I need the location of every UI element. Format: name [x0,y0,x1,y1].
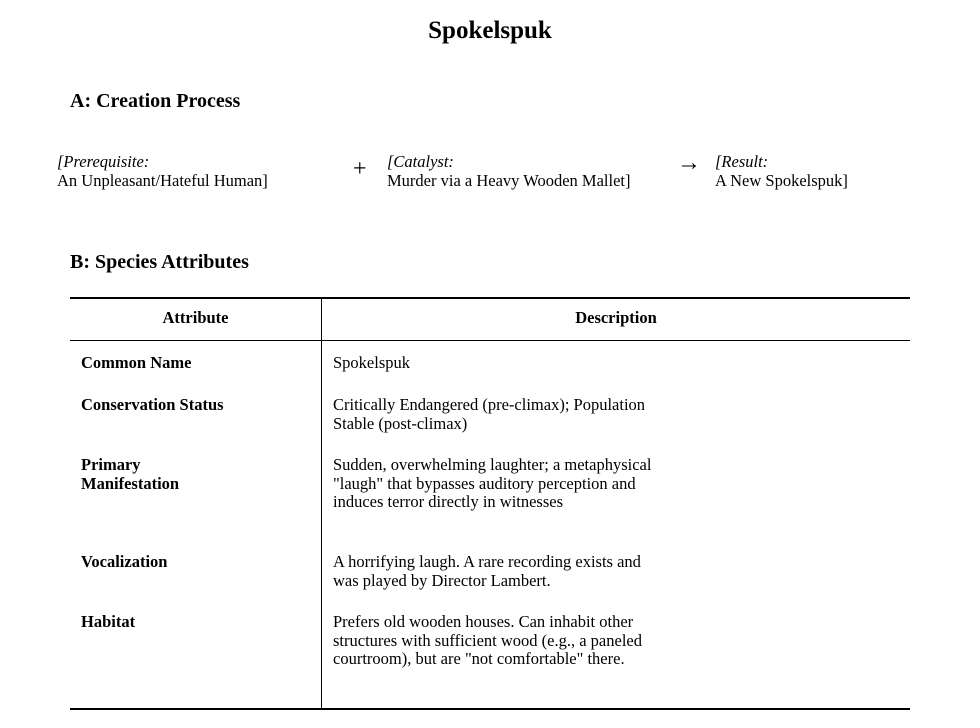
process-result [715,152,848,190]
header-description: Description [575,308,657,327]
page-title: Spokelspuk [428,17,552,44]
result-label: [Result: [715,152,769,171]
description-cell: Spokelspuk [333,353,411,372]
table-header-row [70,299,910,341]
result-value: A New Spokelspuk] [715,171,848,190]
header-attribute: Attribute [162,308,229,327]
description-cell: Sudden, overwhelming laughter; a metaphysical "laugh" that bypasses auditory perception and induces terror directly in witnesses [333,455,652,511]
section-a-heading: A: Creation Process [70,90,241,112]
description-cell: Prefers old wooden houses. Can inhabit other structures with sufficient wood (e.g., a paneled courtroom), but are "not comfortable" there. [333,612,642,668]
catalyst-label: [Catalyst: [387,152,454,171]
column-divider [321,299,322,708]
species-attributes-table [70,297,910,710]
arrow-right-icon: → [677,150,701,176]
description-cell: Critically Endangered (pre-climax); Population Stable (post-climax) [333,395,646,433]
section-b-heading: B: Species Attributes [70,251,249,273]
catalyst-value: Murder via a Heavy Wooden Mallet] [387,171,631,190]
attribute-cell: Vocalization [81,552,168,571]
process-prerequisite [57,152,268,190]
attribute-cell: Habitat [81,612,136,631]
plus-symbol: + [353,156,367,182]
prerequisite-value: An Unpleasant/Hateful Human] [57,171,268,190]
attribute-cell: Common Name [81,353,192,372]
description-cell: A horrifying laugh. A rare recording exists and was played by Director Lambert. [333,552,641,590]
process-catalyst [387,152,631,190]
attribute-cell: Primary Manifestation [81,455,180,493]
prerequisite-label: [Prerequisite: [57,152,150,171]
attribute-cell: Conservation Status [81,395,224,414]
